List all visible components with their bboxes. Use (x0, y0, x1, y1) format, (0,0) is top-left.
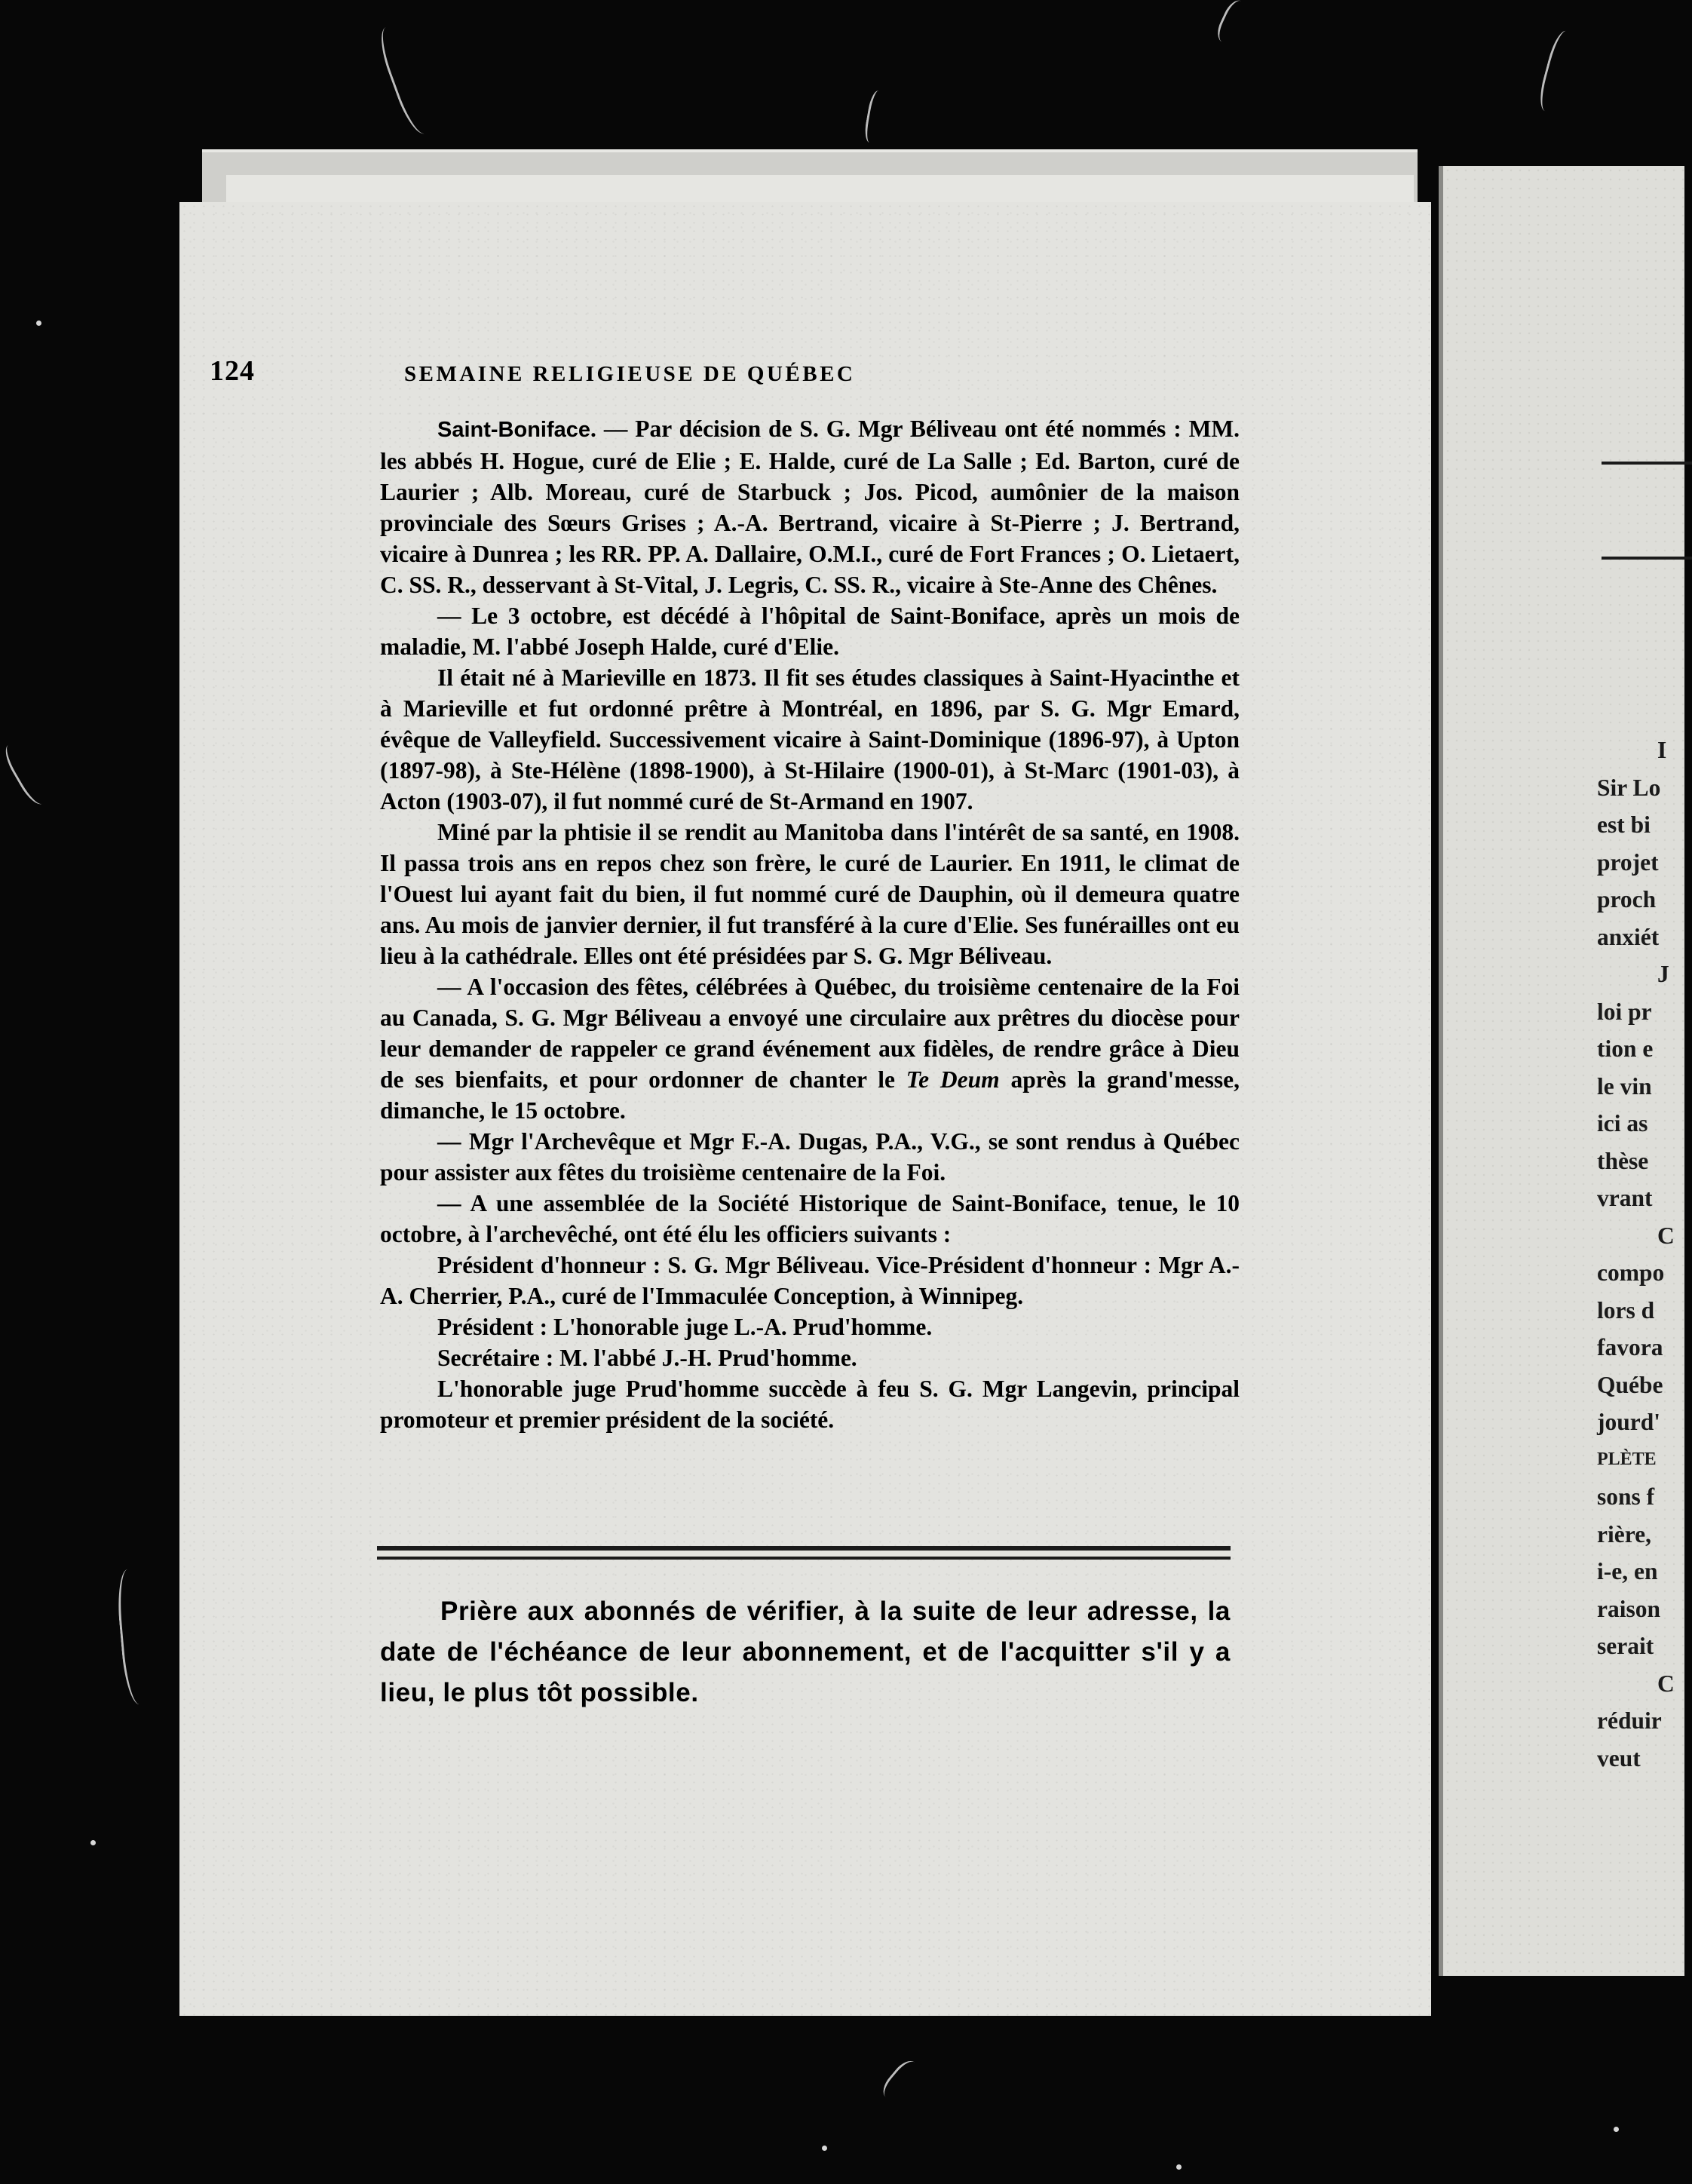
right-page-line: Québe (1597, 1371, 1663, 1398)
film-speck (90, 1840, 96, 1845)
right-page-line: proch (1597, 886, 1657, 913)
film-scratch (1535, 29, 1580, 115)
right-page-rule (1602, 462, 1692, 465)
right-page-line: serait (1597, 1633, 1654, 1659)
paragraph-illness: Miné par la phtisie il se rendit au Manitoba dans l'intérêt de sa santé, en 1908. Il passa trois ans en repos chez son frère, le curé de Laurier. En 1911, le climat de l'Ouest lui ayant fait du bien, il fut nommé curé de Dauphin, où il demeura quatre ans. Au mois de janvier dernier, il fut transféré à la cure d'Elie. Ses funérailles ont eu lieu à la cathédrale. Elles ont été présidées par S. G. Mgr Béliveau. (380, 819, 1240, 969)
paragraph-secretary: Secrétaire : M. l'abbé J.-H. Prud'homme. (437, 1345, 857, 1371)
right-page-line: le vin (1597, 1072, 1652, 1100)
right-page-line: favora (1597, 1334, 1663, 1360)
right-page-text-column (1597, 732, 1687, 1777)
paragraph-succession: L'honorable juge Prud'homme succède à feu S. G. Mgr Langevin, principal promoteur et premier président de la société. (380, 1376, 1240, 1433)
film-speck (822, 2146, 827, 2151)
paragraph-text: après la grand'messe, dimanche, le 15 octobre. (380, 1066, 1240, 1124)
film-scratch (878, 2056, 927, 2106)
film-scratch (374, 20, 443, 138)
right-page-line: tion e (1597, 1035, 1654, 1062)
notice-text: Prière aux abonnés de vérifier, à la suite de leur adresse, la date de l'échéance de leur abonnement, et de l'acquitter s'il y a lieu, le plus tôt possible. (380, 1597, 1231, 1707)
film-scratch (1213, 0, 1255, 48)
right-page-line: loi pr (1597, 998, 1652, 1025)
rule-thin (377, 1557, 1231, 1560)
right-page-line: I (1657, 737, 1667, 763)
film-speck (36, 321, 41, 326)
italic-term: Te Deum (906, 1066, 1000, 1093)
right-page-line: vrant (1597, 1185, 1653, 1211)
paragraph-honorary: Président d'honneur : S. G. Mgr Béliveau. Vice-Président d'honneur : Mgr A.-A. Cherrier, P.A., curé de l'Immaculée Conception, à Winnipeg. (380, 1252, 1240, 1309)
right-page-line: jourd' (1597, 1409, 1661, 1435)
film-scratch (863, 90, 889, 145)
film-speck (1176, 2164, 1182, 2170)
right-page-rule (1602, 557, 1692, 560)
film-speck (1614, 2127, 1619, 2132)
film-scratch (115, 1567, 159, 1705)
paragraph-president: Président : L'honorable juge L.-A. Prud'homme. (437, 1314, 933, 1340)
page-header (210, 351, 1243, 397)
right-page-line: anxiét (1597, 923, 1660, 950)
right-page-line: J (1657, 961, 1669, 987)
right-page-line: C (1657, 1222, 1675, 1249)
film-scratch (0, 738, 55, 808)
right-page-line: compo (1597, 1259, 1665, 1286)
right-page-line: sons f (1597, 1483, 1655, 1510)
double-rule-divider (377, 1546, 1231, 1566)
right-page-line: projet (1597, 848, 1659, 876)
paragraph-text: . — Par décision de S. G. Mgr Béliveau ont été nommés : MM. les abbés H. Hogue, curé de Elie ; E. Halde, curé de La Salle ; Ed. Barton, curé de Laurier ; Alb. Moreau, curé de Starbuck ; Jos. Picod, aumônier de la maison provinciale des Sœurs Grises ; A.-A. Bertrand, vicaire à St-Pierre ; J. Bertrand, vicaire à Dunrea ; les RR. PP. A. Dallaire, O.M.I., curé de Fort Frances ; O. Lietaert, C. SS. R., desservant à St-Vital, J. Legris, C. SS. R., vicaire à Ste-Anne des Chênes. (380, 416, 1240, 598)
right-page-line: raison (1597, 1595, 1661, 1622)
right-page-line: i-e, en (1597, 1558, 1658, 1584)
right-page-line: est bi (1597, 811, 1651, 838)
right-page-line: veut (1597, 1744, 1641, 1771)
right-page-line: rière, (1597, 1520, 1651, 1548)
paragraph-centenary (380, 971, 1240, 1126)
paragraph-society: — A une assemblée de la Société Historique de Saint-Boniface, tenue, le 10 octobre, à l'archevêché, ont été élu les officiers suivants : (380, 1190, 1240, 1247)
paragraph-appointments (380, 413, 1240, 600)
page-number: 124 (210, 355, 255, 387)
paragraph-text: — A l'occasion des fêtes, célébrées à Québec, du troisième centenaire de la Foi au Canada, S. G. Mgr Béliveau a envoyé une circulaire aux prêtres du diocèse pour leur demander de rappeler ce grand événement aux fidèles, de rendre grâce à Dieu de ses bienfaits, et pour ordonner de chanter le (380, 974, 1240, 1093)
right-page-line: PLÈTE (1597, 1449, 1657, 1469)
right-page-line: Sir Lo (1597, 774, 1661, 801)
subscriber-notice (380, 1591, 1231, 1713)
paragraph-death-notice: — Le 3 octobre, est décédé à l'hôpital de Saint-Boniface, après un mois de maladie, M. l'abbé Joseph Halde, curé d'Elie. (380, 603, 1240, 660)
place-heading: Saint-Boniface (437, 418, 591, 442)
right-page-line: lors d (1597, 1296, 1655, 1324)
right-page-line: thèse (1597, 1147, 1649, 1174)
running-title: SEMAINE RELIGIEUSE DE QUÉBEC (404, 362, 856, 386)
right-page-line: C (1657, 1670, 1675, 1697)
right-page-line: réduir (1597, 1707, 1662, 1734)
paragraph-biography: Il était né à Marieville en 1873. Il fit ses études classiques à Saint-Hyacinthe et à Marieville et fut ordonné prêtre à Montréal, en 1896, par S. G. Mgr Emard, évêque de Valleyfield. Successivement vicaire à Saint-Dominique (1896-97), à Upton (1897-98), à Ste-Hélène (1898-1900), à St-Hilaire (1900-01), à St-Marc (1901-03), à Acton (1903-07), il fut nommé curé de St-Armand en 1907. (380, 664, 1240, 814)
paragraph-archbishop: — Mgr l'Archevêque et Mgr F.-A. Dugas, P.A., V.G., se sont rendus à Québec pour assister aux fêtes du troisième centenaire de la Foi. (380, 1128, 1240, 1186)
right-page-line: ici as (1597, 1110, 1648, 1136)
article-body (380, 413, 1240, 1435)
rule-thick (377, 1546, 1231, 1551)
